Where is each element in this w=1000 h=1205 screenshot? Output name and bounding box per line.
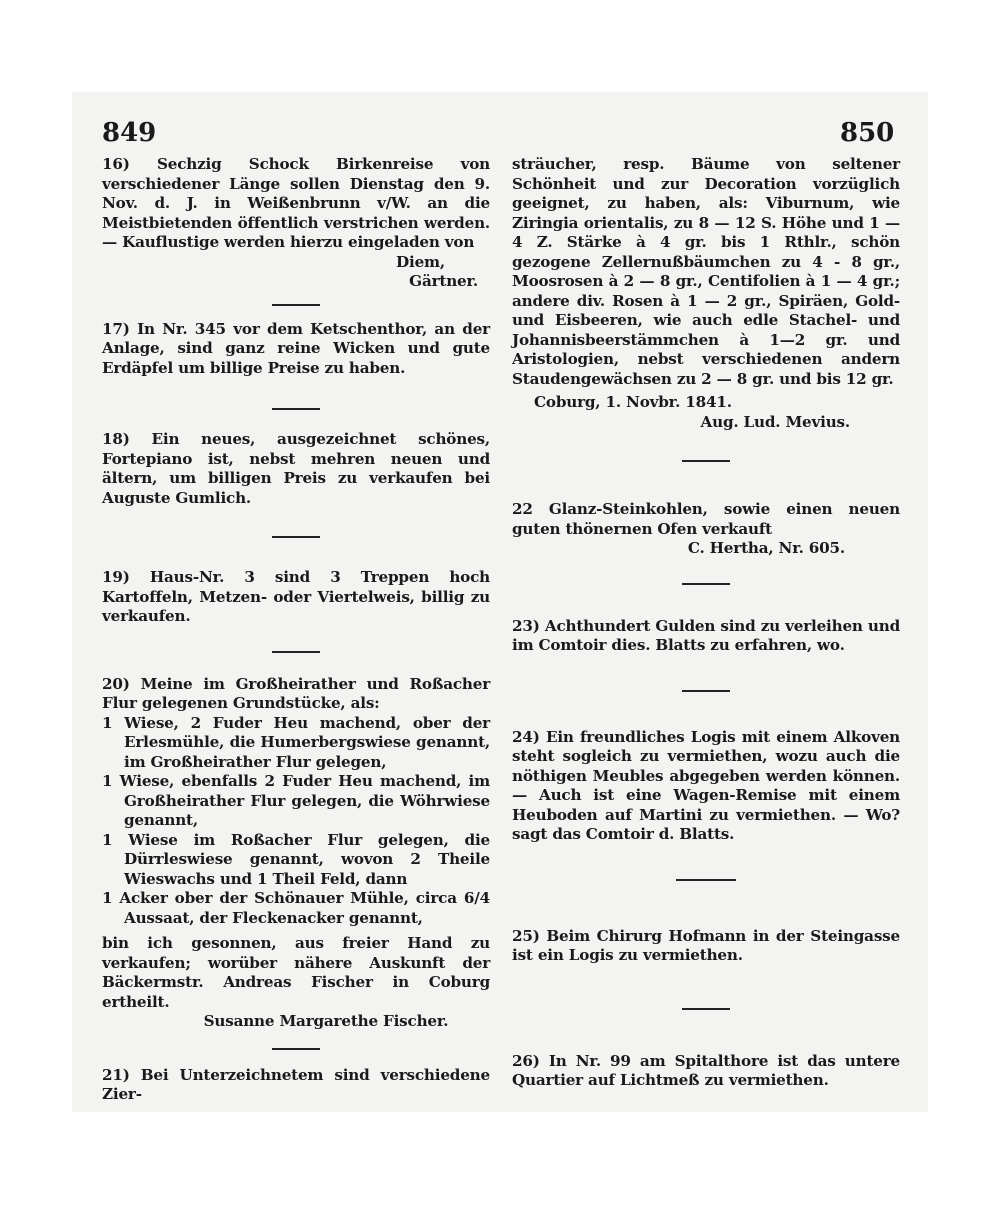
page-number-right: 850 — [840, 118, 895, 148]
ad-20-item: 1 Acker ober der Schönauer Mühle, circa 6/4 Aussaat, der Fleckenacker genannt, — [102, 889, 490, 927]
ad-23-text: 23) Achthundert Gulden sind zu verleihen und im Comtoir dies. Blatts zu erfahren, wo. — [512, 616, 900, 654]
left-column — [102, 155, 490, 1105]
ad-20-item: 1 Wiese, ebenfalls 2 Fuder Heu machend, im Großheirather Flur gelegen, die Wöhrwiese genannt, — [102, 772, 490, 829]
ad-21-place-date: Coburg, 1. Novbr. 1841. — [534, 393, 732, 411]
ad-21-continued: sträucher, resp. Bäume von seltener Schönheit und zur Decoration vorzüglich geeignet, zu haben, als: Viburnum, wie Ziringia orientalis, zu 8 — 12 S. Höhe und 1 — 4 Z. Stärke à 4 gr. bis 1 Rthlr., schön gezogene Zellernußbäumchen zu 4 - 8 gr., Moosrosen à 2 — 8 gr., Centifolien à 1 — 4 gr.; andere div. Rosen à 1 — 2 gr., Spiräen, Gold- und Eisbeeren, wie auch edle Stachel- und Johannisbeerstämmchen à 1—2 gr. und Aristologien, nebst verschiedenen andern Staudengewächsen zu 2 — 8 gr. und bis 12 gr. — [512, 155, 900, 388]
ad-21-signature: Aug. Lud. Mevius. — [700, 412, 850, 431]
ad-17-text: 17) In Nr. 345 vor dem Ketschenthor, an der Anlage, sind ganz reine Wicken und gute Erdäpfel um billige Preise zu haben. — [102, 319, 490, 377]
ad-22-signature: C. Hertha, Nr. 605. — [687, 539, 845, 557]
ad-16-text: 16) Sechzig Schock Birkenreise von verschiedener Länge sollen Dienstag den 9. Nov. d. J. in Weißenbrunn v/W. an die Meistbietenden öffentlich verstrichen werden. — Kauflustige werden hierzu eingeladen von — [102, 155, 490, 251]
ad-22-text: 22 Glanz-Steinkohlen, sowie einen neuen guten thönernen Ofen verkauft — [512, 500, 900, 538]
separator-rule — [272, 408, 320, 410]
separator-rule — [682, 690, 730, 692]
ad-24-text: 24) Ein freundliches Logis mit einem Alkoven steht sogleich zu vermiethen, wozu auch die nöthigen Meubles abgegeben werden können. — Auch ist eine Wagen-Remise mit einem Heuboden auf Martini zu vermiethen. — Wo? sagt das Comtoir d. Blatts. — [512, 727, 900, 843]
page-number-left: 849 — [102, 118, 157, 148]
ad-16-signature-1: Diem, — [396, 252, 445, 271]
separator-rule — [272, 304, 320, 306]
separator-rule — [676, 879, 736, 881]
ad-20-intro: 20) Meine im Großheirather und Roßacher Flur gelegenen Grundstücke, als: — [102, 674, 490, 712]
ad-20-item: 1 Wiese im Roßacher Flur gelegen, die Dürrleswiese genannt, wovon 2 Theile Wieswachs und 1 Theil Feld, dann — [102, 830, 490, 888]
separator-rule — [272, 1048, 320, 1050]
separator-rule — [682, 460, 730, 462]
separator-rule — [682, 1008, 730, 1010]
ad-20-signature: Susanne Margarethe Fischer. — [203, 1012, 449, 1030]
separator-rule — [272, 651, 320, 653]
separator-rule — [272, 536, 320, 538]
ad-18-text: 18) Ein neues, ausgezeichnet schönes, Fortepiano ist, nebst mehren neuen und ältern, um billigen Preis zu verkaufen bei Auguste Gumlich. — [102, 430, 490, 507]
ad-19-text: 19) Haus-Nr. 3 sind 3 Treppen hoch Kartoffeln, Metzen- oder Viertelweis, billig zu verkaufen. — [102, 568, 490, 625]
separator-rule — [682, 583, 730, 585]
ad-20-outro: bin ich gesonnen, aus freier Hand zu verkaufen; worüber nähere Auskunft der Bäckermstr. Andreas Fischer in Coburg ertheilt. — [102, 934, 490, 1011]
ad-21-start: 21) Bei Unterzeichnetem sind verschiedene Zier- — [102, 1065, 490, 1103]
ad-16-signature-2: Gärtner. — [409, 272, 478, 290]
ad-26-text: 26) In Nr. 99 am Spitalthore ist das untere Quartier auf Lichtmeß zu vermiethen. — [512, 1051, 900, 1089]
ad-20-item: 1 Wiese, 2 Fuder Heu machend, ober der Erlesmühle, die Humerbergswiese genannt, im Großheirather Flur gelegen, — [102, 713, 490, 771]
right-column — [512, 155, 900, 1091]
ad-25-text: 25) Beim Chirurg Hofmann in der Steingasse ist ein Logis zu vermiethen. — [512, 926, 900, 964]
